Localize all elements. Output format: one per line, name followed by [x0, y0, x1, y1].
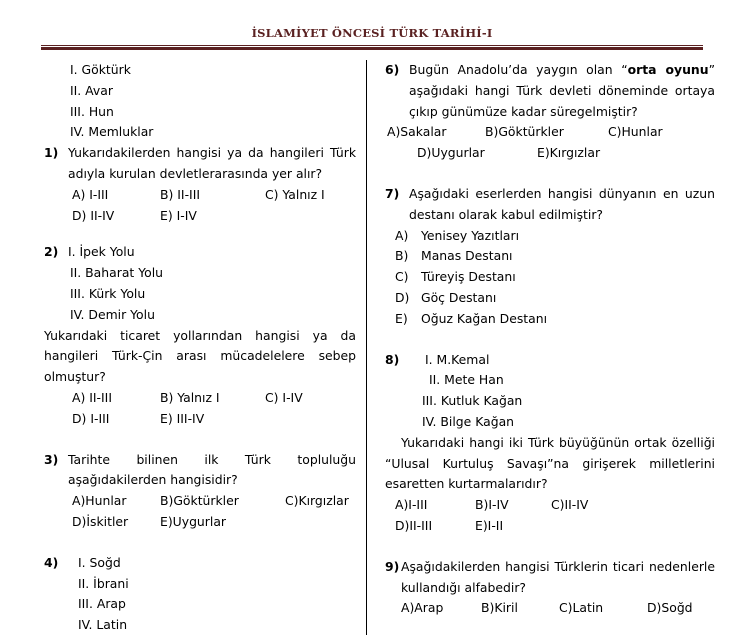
question-3-options-row-2 — [72, 512, 356, 533]
question-1 — [44, 60, 356, 226]
stem-item: I. Göktürk — [70, 62, 131, 77]
option-d[interactable]: D) II-IV — [72, 207, 115, 223]
option-a[interactable] — [395, 226, 715, 247]
option-c[interactable]: C)Hunlar — [608, 124, 663, 140]
stem-item: III. Arap — [78, 596, 126, 612]
question-8-options-row-1 — [395, 495, 715, 516]
option-e[interactable]: E)Uygurlar — [160, 513, 227, 529]
question-6-prompt-row — [385, 60, 715, 122]
question-8-number: 8) — [385, 351, 400, 367]
question-1-stem-list — [44, 60, 356, 143]
header-rule-thin — [41, 45, 703, 46]
option-c-letter: C) — [395, 269, 409, 285]
question-6-options — [385, 122, 715, 164]
option-a-label: Yenisey Yazıtları — [421, 227, 520, 243]
option-b[interactable]: B)Göktürkler — [485, 124, 564, 140]
page-title: İSLAMİYET ÖNCESİ TÜRK TARİHİ-I — [251, 26, 493, 40]
option-a[interactable]: A) II-III — [72, 389, 112, 405]
question-7-text: Aşağıdaki eserlerden hangisi dünyanın en uzun destanı olarak kabul edilmiştir? — [409, 185, 715, 222]
option-a[interactable]: A) I-III — [72, 186, 109, 202]
option-a[interactable]: A)I-III — [395, 497, 428, 513]
question-9-options — [385, 598, 715, 619]
question-4-stem-row — [44, 553, 356, 574]
question-8 — [385, 350, 715, 537]
stem-item: II. İbrani — [78, 575, 129, 591]
stem-item: II. Avar — [70, 82, 113, 98]
question-3-prompt-row — [44, 450, 356, 492]
option-c[interactable]: C)II-IV — [551, 497, 589, 513]
question-1-options-row-2 — [72, 206, 356, 227]
option-b[interactable]: B)Göktürkler — [160, 493, 239, 509]
question-4-stem-first: I. Soğd — [78, 554, 121, 570]
option-d[interactable]: D)II-III — [395, 517, 433, 533]
option-b[interactable]: B) Yalnız I — [160, 389, 220, 405]
option-a-letter: A) — [395, 227, 409, 243]
option-e[interactable]: E)Kırgızlar — [537, 145, 601, 161]
option-e-label: Oğuz Kağan Destanı — [421, 310, 548, 326]
question-7-prompt-row — [385, 184, 715, 226]
question-6-text-emphasis: orta oyunu — [627, 62, 709, 77]
option-b[interactable] — [395, 246, 715, 267]
option-e[interactable]: E) I-IV — [160, 207, 197, 223]
question-2-options-row-2 — [72, 409, 356, 430]
question-8-stem-list — [385, 370, 715, 432]
question-3-number: 3) — [44, 451, 59, 467]
left-column — [44, 60, 356, 636]
stem-item: III. Hun — [70, 103, 114, 119]
question-9-number: 9) — [385, 558, 400, 574]
question-6 — [385, 60, 715, 164]
question-1-number: 1) — [44, 145, 59, 161]
column-divider — [366, 60, 367, 635]
question-1-options-row-1 — [72, 185, 356, 206]
question-7-options — [385, 226, 715, 330]
spacer — [385, 537, 715, 557]
option-d-letter: D) — [395, 289, 410, 305]
option-d[interactable]: D)İskitler — [72, 513, 129, 529]
stem-item: III. Kutluk Kağan — [422, 393, 523, 409]
question-2-text: Yukarıdaki ticaret yollarından hangisi ya da hangileri Türk-Çin arası mücadelelere sebep olmuştur? — [44, 327, 356, 385]
spacer — [44, 226, 356, 242]
option-c-label: Türeyiş Destanı — [421, 269, 516, 285]
spacer — [44, 533, 356, 553]
question-2-number: 2) — [44, 244, 59, 260]
two-column-body — [0, 60, 744, 635]
spacer — [385, 164, 715, 184]
option-d[interactable]: D)Soğd — [647, 600, 693, 616]
question-7-number: 7) — [385, 185, 400, 201]
option-b[interactable]: B) II-III — [160, 186, 201, 202]
question-6-number: 6) — [385, 62, 400, 77]
option-b-label: Manas Destanı — [421, 248, 513, 264]
stem-item: IV. Demir Yolu — [70, 306, 155, 322]
question-8-stem-row — [385, 350, 715, 371]
option-d[interactable] — [395, 288, 715, 309]
question-1-options — [44, 185, 356, 227]
option-a[interactable]: A)Arap — [401, 600, 444, 616]
question-6-text-part2: ” aşağıdaki hangi Türk devleti döneminde ortaya çıkıp günümüze kadar süregelmiştir? — [409, 62, 715, 119]
stem-item: II. Mete Han — [429, 372, 504, 388]
question-2-stem-list — [44, 263, 356, 325]
spacer — [385, 330, 715, 350]
question-1-text: Yukarıdakilerden hangisi ya da hangileri Türk adıyla kurulan devletlerarasında yer alır? — [68, 145, 356, 181]
question-1-prompt-row — [44, 143, 356, 185]
question-3-text: Tarihte bilinen ilk Türk topluluğu aşağıdakilerden hangisidir? — [68, 451, 356, 488]
question-4 — [44, 553, 356, 636]
option-e[interactable]: E)I-II — [475, 517, 504, 533]
question-9-prompt-row — [385, 557, 715, 599]
stem-item: IV. Bilge Kağan — [422, 413, 515, 429]
question-2-stem-first: I. İpek Yolu — [68, 244, 135, 260]
option-d[interactable]: D)Uygurlar — [417, 145, 485, 161]
option-c[interactable]: C) I-IV — [265, 389, 303, 405]
question-3-options-row-1 — [72, 491, 356, 512]
question-6-options-row-1 — [385, 122, 715, 143]
question-3 — [44, 450, 356, 533]
option-b[interactable]: B)Kiril — [481, 600, 518, 616]
header-rule-thick — [41, 47, 703, 50]
option-d[interactable]: D) I-III — [72, 410, 110, 426]
question-9-text: Aşağıdakilerden hangisi Türklerin ticari nedenlerle kullandığı alfabedir? — [401, 558, 715, 595]
option-c[interactable]: C)Latin — [559, 600, 604, 616]
spacer — [44, 430, 356, 450]
stem-item: IV. Memluklar — [70, 124, 154, 140]
option-e-letter: E) — [395, 310, 408, 326]
question-4-stem-list — [44, 574, 356, 636]
question-8-text: Yukarıdaki hangi iki Türk büyüğünün ortak özelliği “Ulusal Kurtuluş Savaşı”na girişerek milletlerini esaretten kurtarmalarıdır? — [385, 434, 715, 492]
option-b[interactable]: B)I-IV — [475, 497, 509, 513]
question-8-options-row-2 — [395, 516, 715, 537]
option-a[interactable]: A)Hunlar — [72, 493, 127, 509]
question-7 — [385, 184, 715, 330]
option-e[interactable] — [395, 309, 715, 330]
question-3-options — [44, 491, 356, 533]
stem-item: IV. Latin — [78, 617, 128, 633]
question-6-text — [409, 60, 715, 122]
question-2 — [44, 242, 356, 429]
document-header — [0, 0, 744, 51]
option-c[interactable] — [395, 267, 715, 288]
stem-item: III. Kürk Yolu — [70, 285, 146, 301]
option-d-label: Göç Destanı — [421, 289, 497, 305]
right-column — [385, 60, 715, 619]
header-divider-rule — [41, 45, 703, 51]
option-a[interactable]: A)Sakalar — [387, 124, 447, 140]
option-e[interactable]: E) III-IV — [160, 410, 205, 426]
question-6-text-part1: Bugün Anadolu’da yaygın olan “ — [409, 62, 628, 77]
question-2-stem-row — [44, 242, 356, 263]
question-8-stem-first: I. M.Kemal — [425, 351, 490, 367]
question-9-options-row-1 — [401, 598, 715, 619]
stem-item: II. Baharat Yolu — [70, 265, 164, 281]
question-2-options — [44, 388, 356, 430]
question-9 — [385, 557, 715, 619]
option-c[interactable]: C) Yalnız I — [265, 186, 325, 202]
option-c[interactable]: C)Kırgızlar — [285, 493, 349, 509]
question-6-options-row-2 — [385, 143, 715, 164]
option-b-letter: B) — [395, 248, 409, 264]
question-4-number: 4) — [44, 554, 59, 570]
question-8-options — [385, 495, 715, 537]
question-2-options-row-1 — [72, 388, 356, 409]
